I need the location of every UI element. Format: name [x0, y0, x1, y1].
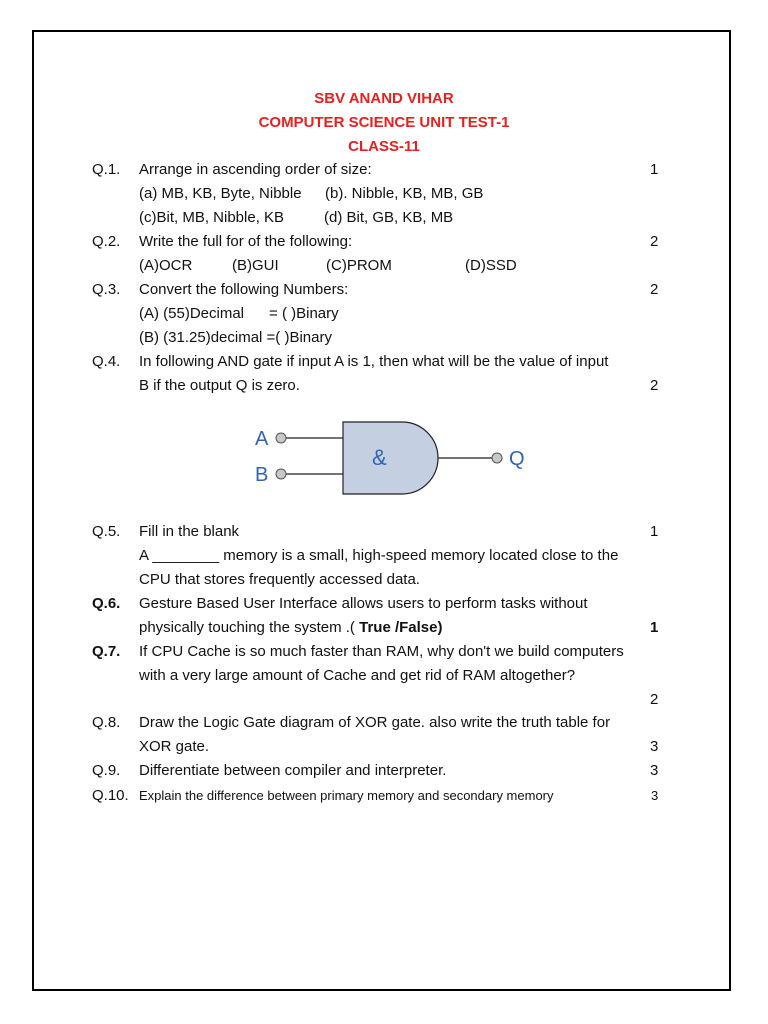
q2-marks: 2: [650, 233, 659, 250]
q10-marks: 3: [651, 788, 659, 803]
q7-line-1: If CPU Cache is so much faster than RAM, why don't we build computers: [139, 643, 624, 660]
input-a-label: A: [255, 428, 269, 450]
input-b-terminal: [276, 469, 286, 479]
and-gate-body: [343, 422, 438, 494]
q2-option-c: (C)PROM: [326, 257, 392, 274]
q1-marks: 1: [650, 161, 659, 178]
q5-text: Fill in the blank: [139, 523, 240, 540]
input-b-label: B: [255, 464, 269, 486]
q5-line-2: CPU that stores frequently accessed data.: [139, 571, 420, 588]
q6-line-1: Gesture Based User Interface allows users to perform tasks without: [139, 595, 588, 612]
q2-text: Write the full for of the following:: [139, 233, 353, 250]
q3-number: Q.3.: [92, 281, 121, 298]
q1-option-a: (a) MB, KB, Byte, Nibble: [139, 185, 302, 202]
q8-number: Q.8.: [92, 714, 121, 731]
q3-text: Convert the following Numbers:: [139, 281, 349, 298]
q1-option-d: (d) Bit, GB, KB, MB: [324, 209, 454, 226]
q6-number: Q.6.: [92, 595, 121, 612]
q9-marks: 3: [650, 762, 659, 779]
q1-number: Q.1.: [92, 161, 121, 178]
q10-number: Q.10.: [92, 787, 129, 804]
output-q-label: Q: [509, 448, 525, 470]
q2-option-b: (B)GUI: [232, 257, 279, 274]
q4-number: Q.4.: [92, 353, 121, 370]
q4-marks: 2: [650, 377, 659, 394]
q5-line-1: A ________ memory is a small, high-speed memory located close to the: [139, 547, 619, 564]
q8-marks: 3: [650, 738, 659, 755]
q7-number: Q.7.: [92, 643, 121, 660]
and-symbol: &: [372, 445, 387, 470]
q4-line-2: B if the output Q is zero.: [139, 377, 300, 394]
q3-marks: 2: [650, 281, 659, 298]
output-terminal: [492, 453, 502, 463]
q1-option-b: (b). Nibble, KB, MB, GB: [325, 185, 484, 202]
test-title: COMPUTER SCIENCE UNIT TEST-1: [258, 114, 510, 131]
q9-number: Q.9.: [92, 762, 121, 779]
q6-true-false: True /False): [359, 619, 443, 636]
q10-text: Explain the difference between primary memory and secondary memory: [139, 788, 554, 803]
school-name: SBV ANAND VIHAR: [314, 90, 454, 107]
q7-line-2: with a very large amount of Cache and get rid of RAM altogether?: [139, 667, 576, 684]
q3-line-b: (B) (31.25)decimal =( )Binary: [139, 329, 332, 346]
q6-line-2: [139, 618, 442, 638]
q2-option-a: (A)OCR: [139, 257, 193, 274]
page-border: [32, 30, 731, 991]
q8-line-2: XOR gate.: [139, 738, 210, 755]
input-a-terminal: [276, 433, 286, 443]
q1-option-c: (c)Bit, MB, Nibble, KB: [139, 209, 285, 226]
q5-number: Q.5.: [92, 523, 121, 540]
q9-text: Differentiate between compiler and interpreter.: [139, 762, 447, 779]
q2-number: Q.2.: [92, 233, 121, 250]
class-label: CLASS-11: [348, 138, 420, 155]
q6-marks: 1: [650, 619, 659, 636]
q7-marks: 2: [650, 691, 659, 708]
q2-option-d: (D)SSD: [465, 257, 517, 274]
q5-marks: 1: [650, 523, 659, 540]
q1-text: Arrange in ascending order of size:: [139, 161, 372, 178]
q3-line-a: (A) (55)Decimal = ( )Binary: [139, 305, 339, 322]
q8-line-1: Draw the Logic Gate diagram of XOR gate. also write the truth table for: [139, 714, 611, 731]
q6-line-2-text: physically touching the system .(: [139, 619, 355, 636]
and-gate-diagram: [248, 418, 538, 498]
q4-line-1: In following AND gate if input A is 1, then what will be the value of input: [139, 353, 609, 370]
